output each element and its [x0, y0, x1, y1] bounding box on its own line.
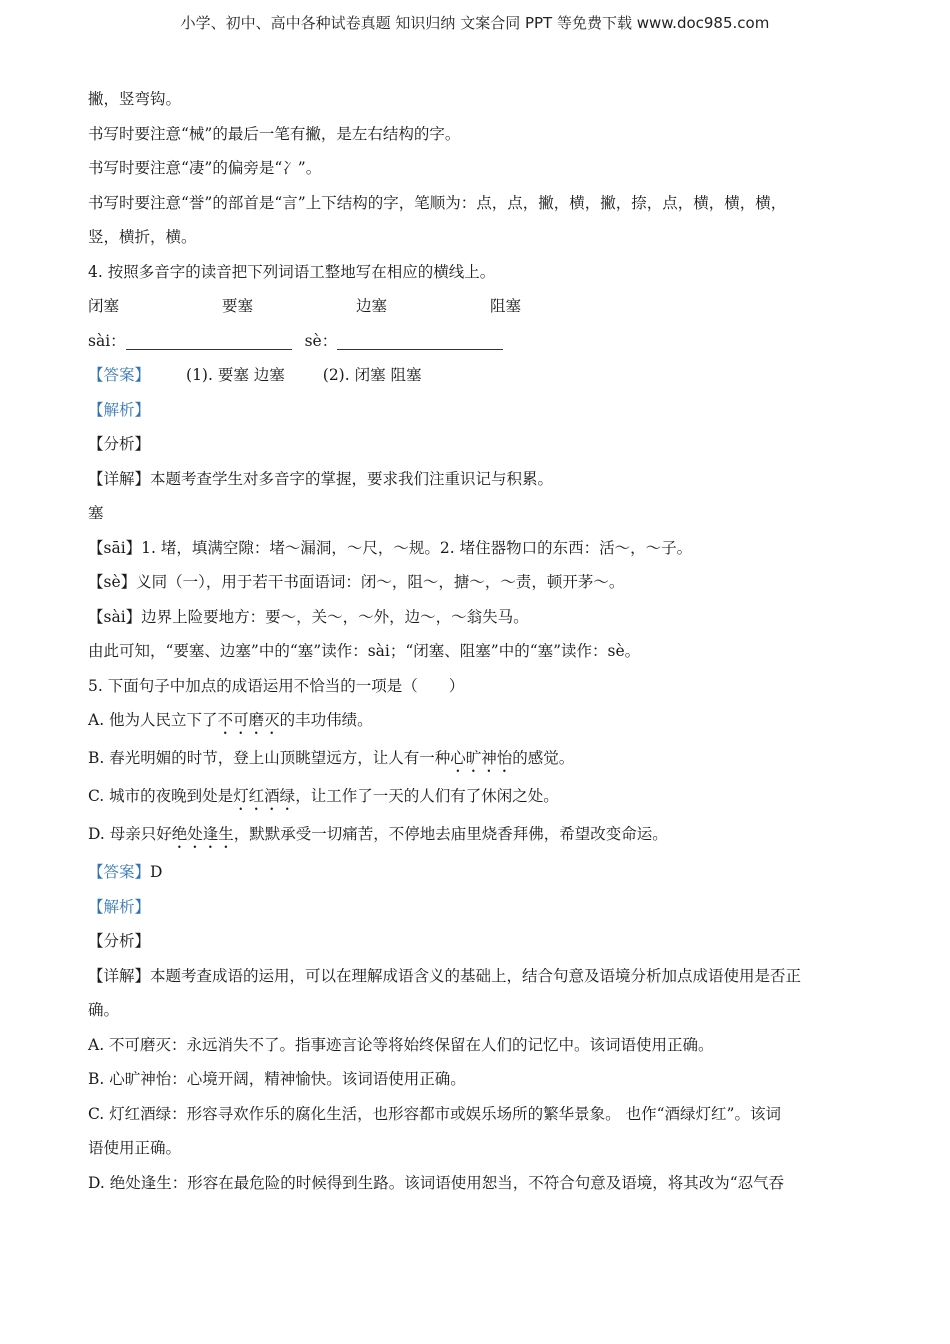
document-body: [88, 86, 868, 1204]
page-header: 小学、初中、高中各种试卷真题 知识归纳 文案合同 PPT 等免费下载 www.doc985.com: [180, 14, 770, 32]
se-blank[interactable]: [337, 333, 503, 350]
explanation-b: B. 心旷神怡：心境开阔，精神愉快。该词语使用正确。: [88, 1070, 466, 1088]
se-label: sè：: [304, 331, 338, 350]
detail-text: 【详解】本题考查成语的运用，可以在理解成语含义的基础上，结合句意及语境分析加点成语使用是否正: [88, 966, 802, 985]
analysis-heading: 【分析】: [88, 932, 151, 950]
conclusion-text: 由此可知，“要塞、边塞”中的“塞”读作：sài；“闭塞、阻塞”中的“塞”读作：sè。: [88, 642, 641, 660]
analysis-heading: 【分析】: [88, 435, 151, 453]
dotted-idiom: 心旷神怡: [450, 749, 513, 767]
text-line: 书写时要注意“械”的最后一笔有撇，是左右结构的字。: [88, 124, 461, 143]
explanation-c: C. 灯红酒绿：形容寻欢作乐的腐化生活，也形容都市或娱乐场所的繁华景象。 也作“酒绿灯红”。该词: [88, 1104, 781, 1123]
dotted-idiom: 灯红酒绿: [233, 787, 296, 805]
analysis-tag: 【解析】: [88, 400, 151, 419]
reading-entry: 【sài】边界上险要地方：要～，关～，～外，边～，～翁失马。: [88, 607, 529, 626]
answer-tag: 【答案】: [88, 366, 151, 384]
text-line: 书写时要注意“凄”的偏旁是“冫”。: [88, 159, 322, 177]
word-item: 边塞: [356, 297, 388, 315]
explanation-a: A. 不可磨灭：永远消失不了。指事迹言论等将始终保留在人们的记忆中。该词语使用正确。: [88, 1035, 714, 1054]
sai-label: sài：: [88, 331, 126, 350]
answer-row: [88, 859, 868, 894]
answer-part: (1). 要塞 边塞: [186, 366, 285, 384]
option-c: C. 城市的夜晚到处是灯红酒绿，让工作了一天的人们有了休闲之处。: [88, 787, 559, 805]
question-5: 5. 下面句子中加点的成语运用不恰当的一项是（ ）: [88, 676, 465, 695]
option-b: B. 春光明媚的时节，登上山顶眺望远方，让人有一种心旷神怡的感觉。: [88, 749, 575, 767]
answer-row: [88, 362, 868, 397]
detail-text: 【详解】本题考查学生对多音字的掌握，要求我们注重识记与积累。: [88, 469, 554, 488]
reading-entry: 【sè】义同（一），用于若干书面语词：闭～，阻～，搪～，～责，顿开茅～。: [88, 573, 625, 591]
char-text: 塞: [88, 504, 104, 522]
detail-text: 确。: [88, 1001, 120, 1019]
word-item: 闭塞: [88, 297, 120, 315]
word-item: 阻塞: [490, 297, 522, 315]
text-line: 竖，横折，横。: [88, 228, 197, 246]
dotted-idiom: 绝处逢生: [171, 825, 234, 843]
answer-value: D: [150, 863, 163, 881]
sai-blank[interactable]: [126, 333, 292, 350]
fill-blank-row: [88, 328, 868, 363]
analysis-tag: 【解析】: [88, 897, 151, 916]
option-d: D. 母亲只好绝处逢生，默默承受一切痛苦，不停地去庙里烧香拜佛，希望改变命运。: [88, 825, 668, 843]
word-list: [88, 293, 868, 328]
answer-tag: 【答案】: [88, 863, 151, 881]
question-4: 4. 按照多音字的读音把下列词语工整地写在相应的横线上。: [88, 262, 496, 281]
text-line: 撇，竖弯钩。: [88, 90, 182, 108]
explanation-d: D. 绝处逢生：形容在最危险的时候得到生路。该词语使用恕当，不符合句意及语境，将其改为“忍气吞: [88, 1173, 785, 1192]
word-item: 要塞: [222, 297, 254, 315]
explanation-c-cont: 语使用正确。: [88, 1139, 182, 1157]
dotted-idiom: 不可磨灭: [217, 711, 280, 729]
text-line: 书写时要注意“誉”的部首是“言”上下结构的字，笔顺为：点，点，撇，横，撇，捺，点，横，横，横，: [88, 193, 787, 212]
answer-part: (2). 闭塞 阻塞: [322, 366, 422, 384]
reading-entry: 【sāi】1. 堵，填满空隙：堵～漏洞，～尺，～规。2. 堵住器物口的东西：活～，～子。: [88, 538, 693, 557]
option-a: A. 他为人民立下了不可磨灭的丰功伟绩。: [88, 711, 373, 729]
